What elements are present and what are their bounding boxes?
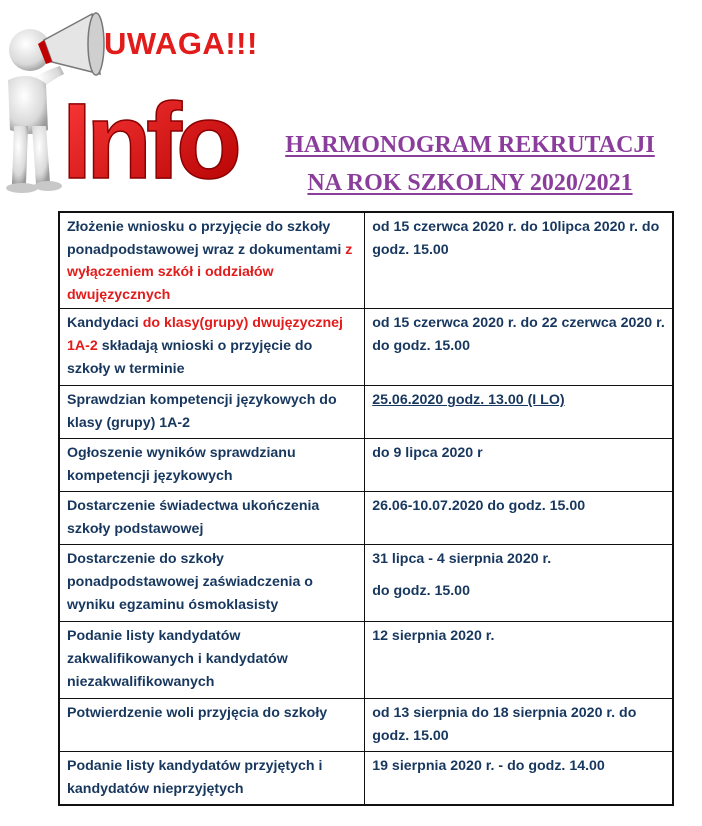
table-row xyxy=(59,492,673,545)
step-description: Dostarczenie świadectwa ukończenia szkoły podstawowej xyxy=(59,492,365,545)
step-date: od 15 czerwca 2020 r. do 22 czerwca 2020 r. do godz. 15.00 xyxy=(365,309,673,386)
highlight-text: z wyłączeniem szkół i oddziałów dwujęzycznych xyxy=(67,241,353,303)
alert-badge: UWAGA!!! xyxy=(104,26,258,61)
page-title-line1: HARMONOGRAM REKRUTACJI xyxy=(285,132,655,158)
step-description: Złożenie wniosku o przyjęcie do szkoły ponadpodstawowej wraz z dokumentami z wyłączeniem szkół i oddziałów dwujęzycznych xyxy=(59,212,365,309)
step-date: 12 sierpnia 2020 r. xyxy=(365,622,673,699)
step-description: Podanie listy kandydatów zakwalifikowanych i kandydatów niezakwalifikowanych xyxy=(59,622,365,699)
step-date: od 13 sierpnia do 18 sierpnia 2020 r. do godz. 15.00 xyxy=(365,699,673,752)
recruitment-schedule-table xyxy=(58,211,674,806)
step-date: od 15 czerwca 2020 r. do 10lipca 2020 r. do godz. 15.00 xyxy=(365,212,673,309)
step-date: 26.06-10.07.2020 do godz. 15.00 xyxy=(365,492,673,545)
step-description: Podanie listy kandydatów przyjętych i kandydatów nieprzyjętych xyxy=(59,752,365,806)
page-title-line2: NA ROK SZKOLNY 2020/2021 xyxy=(307,170,633,196)
step-description: Dostarczenie do szkoły ponadpodstawowej zaświadczenia o wyniku egzaminu ósmoklasisty xyxy=(59,545,365,622)
header-graphic xyxy=(0,0,702,205)
svg-text:Info: Info xyxy=(62,80,236,201)
step-description: Potwierdzenie woli przyjęcia do szkoły xyxy=(59,699,365,752)
table-row xyxy=(59,212,673,309)
highlight-text: do klasy(grupy) dwujęzycznej 1A-2 xyxy=(67,315,343,354)
step-description: Ogłoszenie wyników sprawdzianu kompetencji językowych xyxy=(59,439,365,492)
table-row xyxy=(59,622,673,699)
step-date: 25.06.2020 godz. 13.00 (I LO) xyxy=(365,386,673,439)
table-row xyxy=(59,439,673,492)
step-date: 19 sierpnia 2020 r. - do godz. 14.00 xyxy=(365,752,673,806)
step-date: 31 lipca - 4 sierpnia 2020 r. do godz. 15.00 xyxy=(365,545,673,622)
step-description: Sprawdzian kompetencji językowych do klasy (grupy) 1A-2 xyxy=(59,386,365,439)
step-description: Kandydaci do klasy(grupy) dwujęzycznej 1A-2 składają wnioski o przyjęcie do szkoły w terminie xyxy=(59,309,365,386)
step-date: do 9 lipca 2020 r xyxy=(365,439,673,492)
table-row xyxy=(59,386,673,439)
table-row xyxy=(59,545,673,622)
table-row xyxy=(59,699,673,752)
table-row xyxy=(59,752,673,806)
table-row xyxy=(59,309,673,386)
